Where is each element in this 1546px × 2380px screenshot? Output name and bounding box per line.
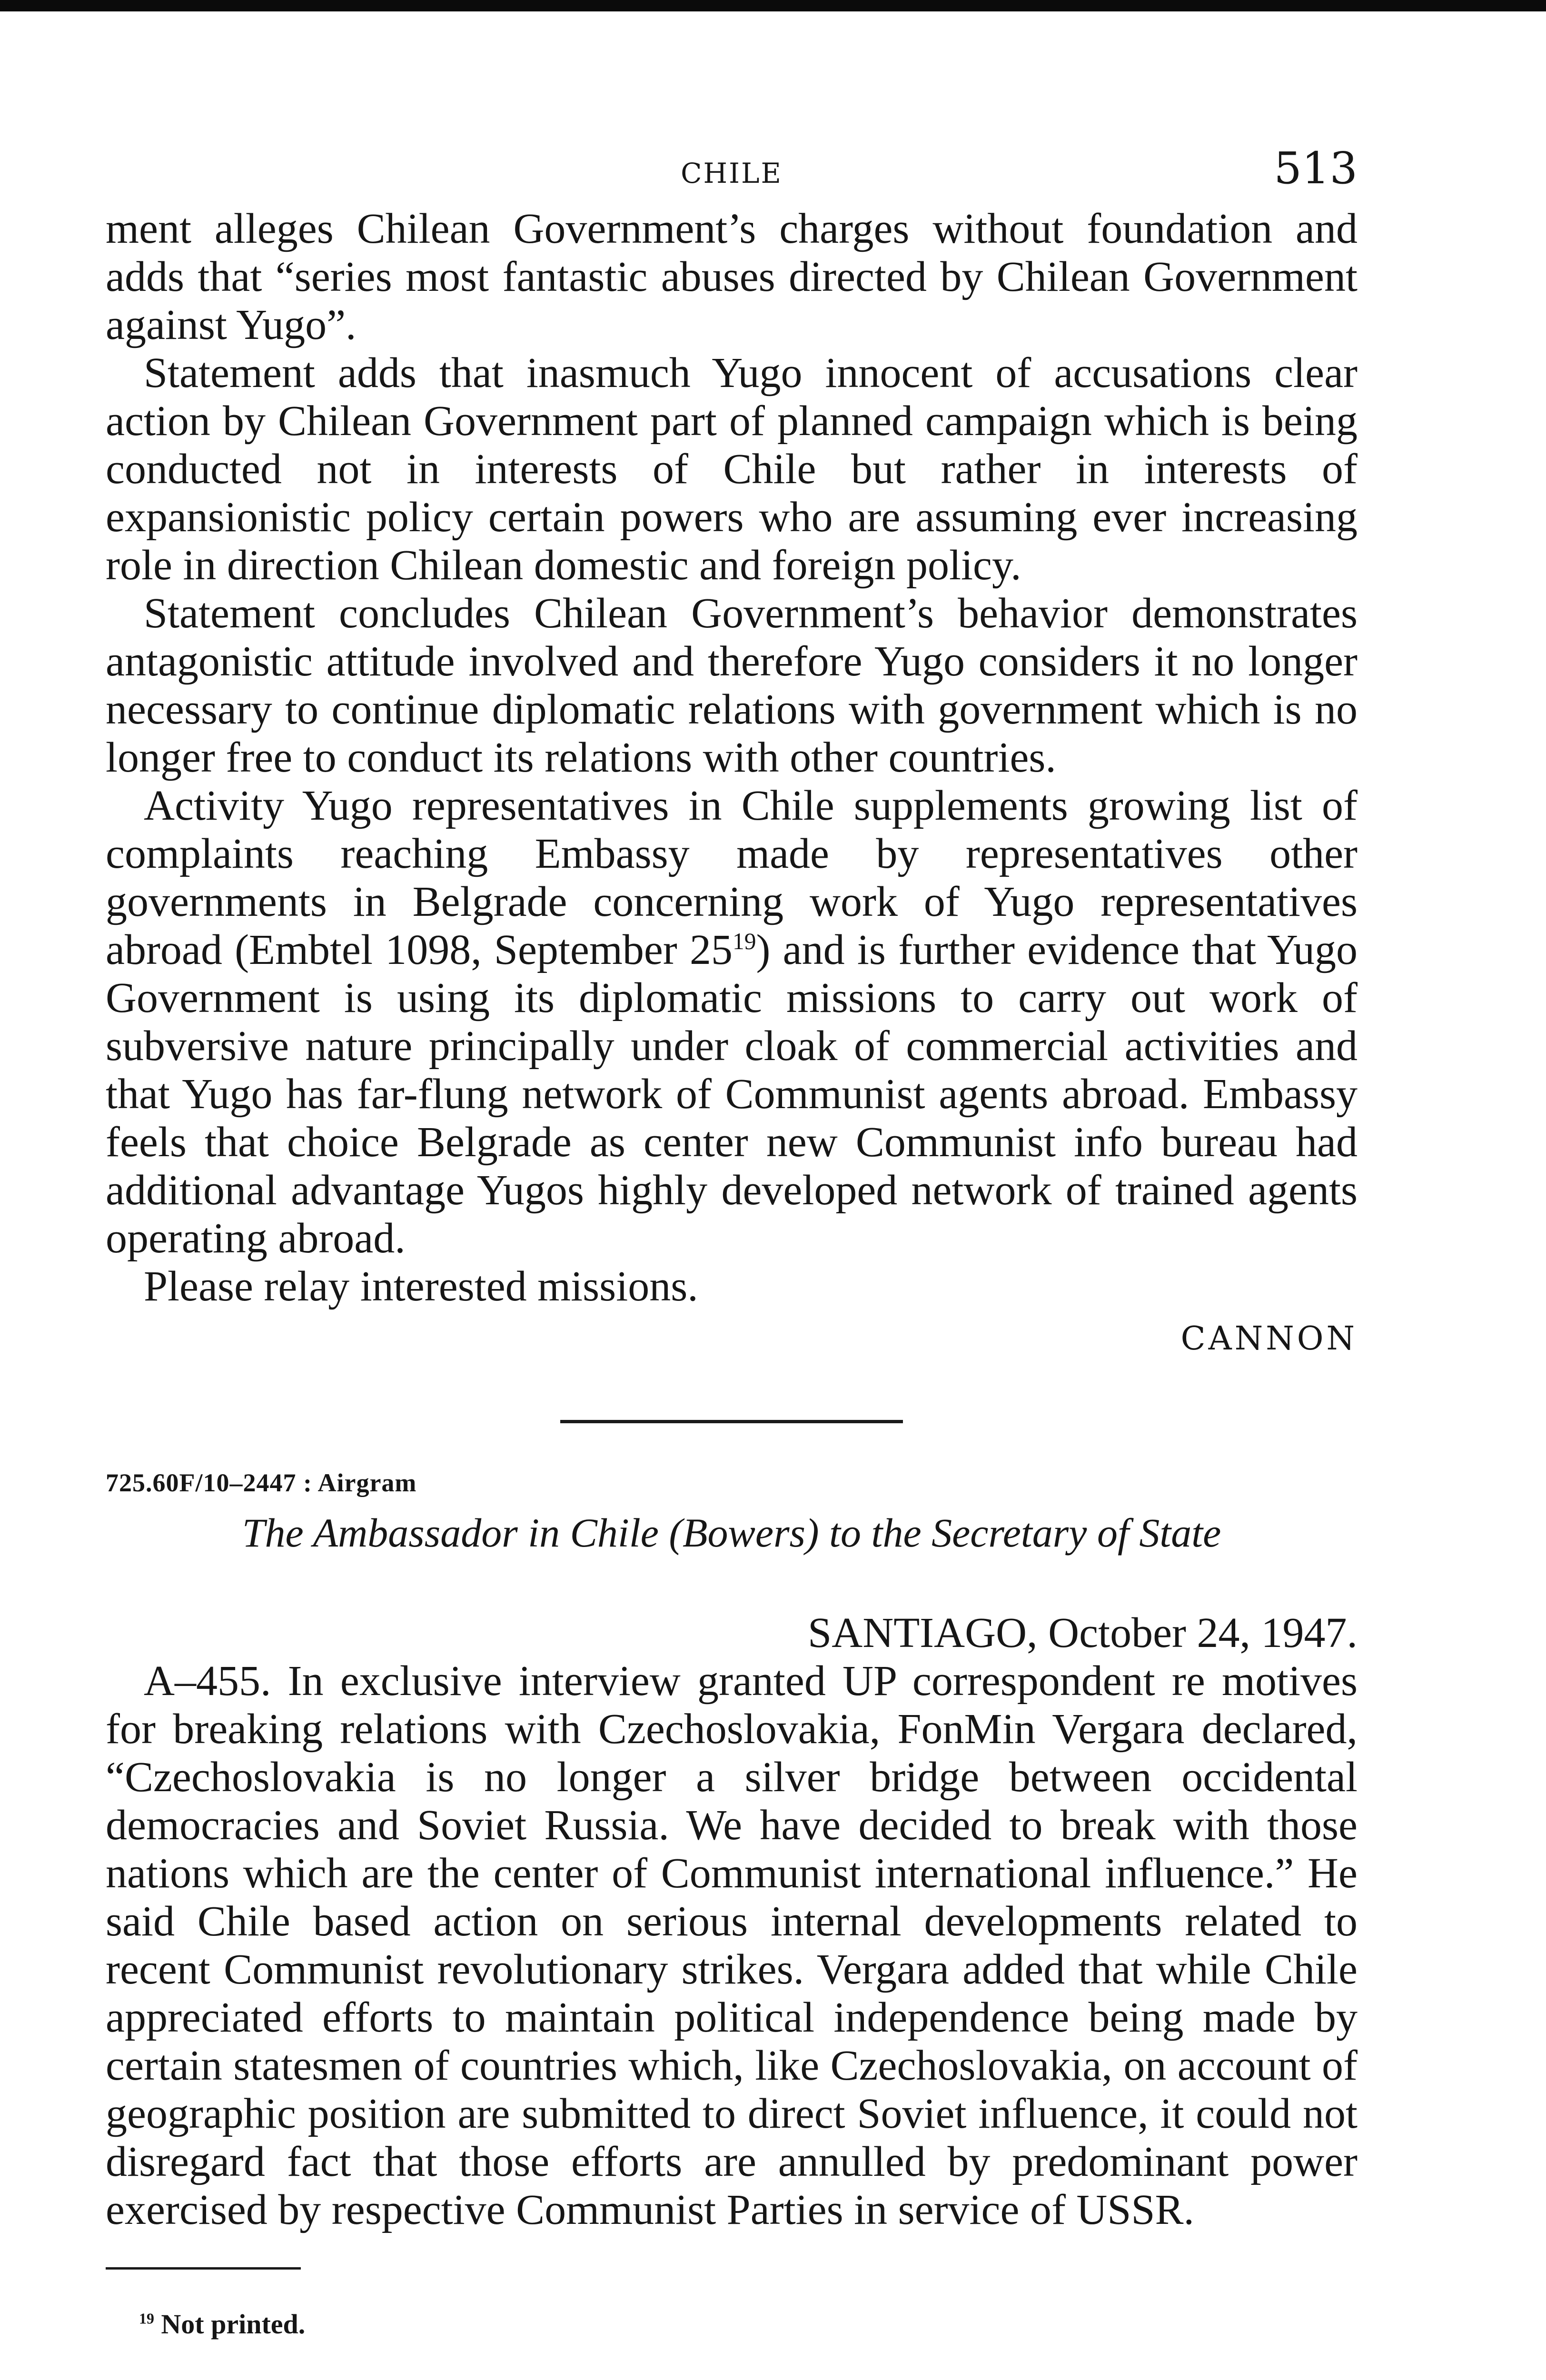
footnote-rule	[106, 2267, 301, 2270]
paragraph-please-relay: Please relay interested missions.	[144, 1263, 698, 1310]
page-number: 513	[1274, 143, 1358, 194]
paragraph-statement-concludes: Statement concludes Chilean Government’s behavior demonstrates antagonistic attitude involved and therefore Yugo considers it no longer necessary to continue diplomatic relations with government which is no longer free to conduct its relations with other countries.	[106, 590, 1358, 781]
footnote-text: Not printed.	[154, 2309, 306, 2340]
paragraph-activity-yugo-part1: Activity Yugo representatives in Chile supplements growing list of complaints reaching Embassy made by representatives other governments in Belgrade concerning work of Yugo representatives abroad (Embtel 1098, September 25	[106, 782, 1358, 973]
paragraph-statement-adds: Statement adds that inasmuch Yugo innocent of accusations clear action by Chilean Government part of planned campaign which is being conducted not in interests of Chile but rather in interests of expansionistic policy certain powers who are assuming ever increasing role in direction Chilean domestic and foreign policy.	[106, 349, 1358, 589]
file-reference: 725.60F/10–2447 : Airgram	[106, 1468, 417, 1497]
paragraph-continued: ment alleges Chilean Government’s charges without foundation and adds that “series most fantastic abuses directed by Chilean Government against Yugo”.	[106, 205, 1358, 348]
section-divider	[560, 1420, 903, 1423]
paragraph-activity-yugo	[106, 782, 1358, 1262]
signature: CANNON	[1180, 1320, 1358, 1358]
page-top-edge	[0, 0, 1546, 11]
footnote-number: 19	[139, 2310, 154, 2327]
paragraph-activity-yugo-part2: ) and is further evidence that Yugo Government is using its diplomatic missions to carry out work of subversive nature principally under cloak of commercial activities and that Yugo has far-flung network of Communist agents abroad. Embassy feels that choice Belgrade as center new Communist info bureau had additional advantage Yugos highly developed network of trained agents operating abroad.	[106, 926, 1358, 1262]
paragraph-a455: A–455. In exclusive interview granted UP correspondent re motives for breaking relations with Czechoslovakia, FonMin Vergara declared, “Czechoslovakia is no longer a silver bridge between occidental democracies and Soviet Russia. We have decided to break with those nations which are the center of Communist international influence.” He said Chile based action on serious internal developments related to recent Communist revolutionary strikes. Vergara added that while Chile appreciated efforts to maintain political independence being made by certain statesmen of countries which, like Czechoslovakia, on account of geographic position are submitted to direct Soviet influence, it could not disregard fact that those efforts are annulled by predominant power exercised by respective Communist Parties in service of USSR.	[106, 1657, 1358, 2233]
footnote	[139, 2308, 1358, 2341]
document-page	[106, 143, 1358, 2341]
footnote-reference[interactable]: 19	[732, 928, 756, 954]
page-header	[106, 143, 1358, 205]
running-title: CHILE	[681, 157, 783, 189]
document-title: The Ambassador in Chile (Bowers) to the Secretary of State	[242, 1510, 1221, 1556]
dateline: SANTIAGO, October 24, 1947.	[808, 1609, 1358, 1656]
